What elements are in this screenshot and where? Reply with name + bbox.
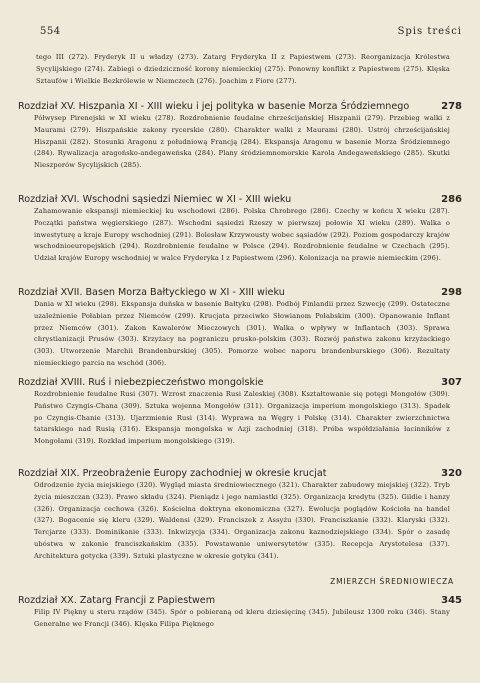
chapter-title: Rozdział XIX. Przeobrażenie Europy zachodniej w okresie krucjat	[18, 468, 327, 479]
running-header: Spis treści	[397, 26, 462, 37]
chapter-heading	[18, 287, 462, 299]
chapter-subtopics: Odrodzenie życia miejskiego (320). Wygląd miasta średniowiecznego (321). Charakter zabudowy miejskiej (322). Tryb życia mieszczan (323). Prawo składu (324). Pieniądz i jego namiastki (325). Organizacja kredytu (325). Gildie i hanzy (326). Organizacja cechowa (326). Kościelna doktryna ekonomiczna (327). Ewolucja poglądów Kościoła na handel (327). Bogacenie się kleru (329). Waldensi (329). Franciszek z Assyżu (330). Franciszkanie (332). Klaryski (332). Tercjarze (333). Dominikanie (333). Inkwizycja (334). Organizacja zakonu kaznodziejskiego (334). Spór o zasadę ubóstwa w zakonie franciszkańskim (335). Powstawanie uniwersytetów (335). Recepcja Arystotelesa (337). Architektura gotycka (339). Sztuki plastyczne w okresie gotyku (341).	[34, 481, 450, 560]
chapter-page: 345	[441, 595, 462, 606]
intro-text: tego III (272). Fryderyk II u władzy (273). Zatarg Fryderyka II z Papiestwem (273). Reorganizacja Królestwa Sycylijskiego (274). Zabiegi o dziedziczność korony niemieckiej (275). Ponowny konflikt z Papiestwem (275). Klęska Sztaufów i Wielkie Bezkrólewie w Niemczech (276). Joachim z Fiore (277).	[36, 53, 450, 85]
chapter-entry	[18, 468, 462, 563]
chapter-heading	[18, 194, 462, 206]
chapter-title: Rozdział XX. Zatarg Francji z Papiestwem	[18, 595, 216, 606]
chapter-subtopics: Rozdrobnienie feudalne Rusi (307). Wzrost znaczenia Rusi Zaleskiej (308). Kształtowanie się potęgi Mongołów (309). Państwo Czyngis-Chana (309). Sztuka wojenna Mongołów (311). Organizacja imperium mongolskiego (313). Spadek po Czyngis-Chanie (313). Ujarzmienie Rusi (314). Wyprawa na Węgry i Polskę (314). Charakter zwierzchnictwa tatarskiego nad Rusią (316). Ekspansja mongolska w Azji zachodniej (318). Próba współdziałania łacinników z Mongołami (319). Rozkład imperium mongolskiego (319).	[34, 390, 450, 446]
chapter-page: 286	[441, 194, 462, 205]
page-number: 554	[40, 26, 61, 37]
chapter-heading	[18, 595, 462, 607]
chapter-page: 320	[441, 468, 462, 479]
chapter-heading	[18, 468, 462, 480]
chapter-title: Rozdział XVI. Wschodni sąsiedzi Niemiec w XI - XIII wieku	[18, 194, 292, 205]
chapter-page: 307	[441, 377, 462, 388]
chapter-subtopics: Dania w XI wieku (298). Ekspansja duńska w basenie Bałtyku (298). Podbój Finlandii przez Szwecję (299). Ostateczne uzależnienie Połabian przez Niemców (299). Krucjata przeciwko Słowianom Połabskim (300). Opanowanie Inflant przez Niemców (301). Zakon Kawalerów Mieczowych (301). Walka o wpływy w Inflantach (303). Sprawa chrystianizacji Prusów (303). Krzyżacy na pograniczu prusko-polskim (303). Rozwój państwa zakonu krzyżackiego (303). Utworzenie Marchii Brandenburskiej (305). Pomorze wobec naporu brandenburskiego (306). Rezultaty niemieckiego parcia na wschód (306).	[34, 300, 450, 367]
chapter-heading	[18, 377, 462, 389]
chapter-page: 298	[441, 287, 462, 298]
chapter-entry	[18, 595, 462, 631]
chapter-subtopics: Filip IV Piękny u steru rządów (345). Spór o pobieraną od kleru dziesięcinę (345). Jubileusz 1300 roku (346). Stany Generalne we Francji (346). Klęska Filipa Pięknego	[34, 608, 450, 628]
chapter-entry	[18, 377, 462, 448]
chapter-title: Rozdział XV. Hiszpania XI - XIII wieku i jej polityka w basenie Morza Śródziemnego	[18, 101, 410, 112]
chapter-page: 278	[441, 101, 462, 112]
section-title: ZMIERZCH ŚREDNIOWIECZA	[330, 577, 454, 586]
chapter-entry	[18, 101, 462, 172]
intro-entry	[18, 52, 462, 87]
chapter-subtopics: Zahamowanie ekspansji niemieckiej ku wschodowi (286). Polska Chrobrego (286). Czechy w końcu X wieku (287). Początki państwa węgierskiego (287). Wschodni sąsiedzi Rzeszy w pierwszej połowie XI wieku (289). Walka o inwestyturę a kraje Europy wschodniej (291). Bolesław Krzywousty wobec sąsiadów (292). Poziom gospodarczy krajów wschodnioeuropejskich (294). Rozdrobnienie feudalne w Polsce (294). Rozdrobnienie feudalne w Czechach (295). Udział krajów Europy wschodniej w walce Fryderyka I z Papiestwem (296). Kolonizacja na prawie niemieckim (296).	[34, 207, 450, 263]
chapter-entry	[18, 194, 462, 265]
chapter-title: Rozdział XVII. Basen Morza Bałtyckiego w XI - XIII wieku	[18, 287, 285, 298]
chapter-heading	[18, 101, 462, 113]
chapter-subtopics: Półwysep Pirenejski w XI wieku (278). Rozdrobnienie feudalne chrześcijańskiej Hiszpanii (279). Przebieg walki z Maurami (279). Hiszpańskie zakony rycerskie (280). Charakter walki z Maurami (280). Ustrój chrześcijańskiej Hiszpanii (282). Stosunki Aragonu z południową Francją (284). Ekspansja Aragonu w basenie Morza Śródziemnego (284). Rywalizacja aragońsko-andegaweńska (284). Plany śródziemnomorskie Karola Andegaweńskiego (285). Skutki Nieszporów Sycylijskich (285).	[34, 114, 450, 170]
chapter-title: Rozdział XVIII. Ruś i niebezpieczeństwo mongolskie	[18, 377, 264, 388]
chapter-entry	[18, 287, 462, 370]
